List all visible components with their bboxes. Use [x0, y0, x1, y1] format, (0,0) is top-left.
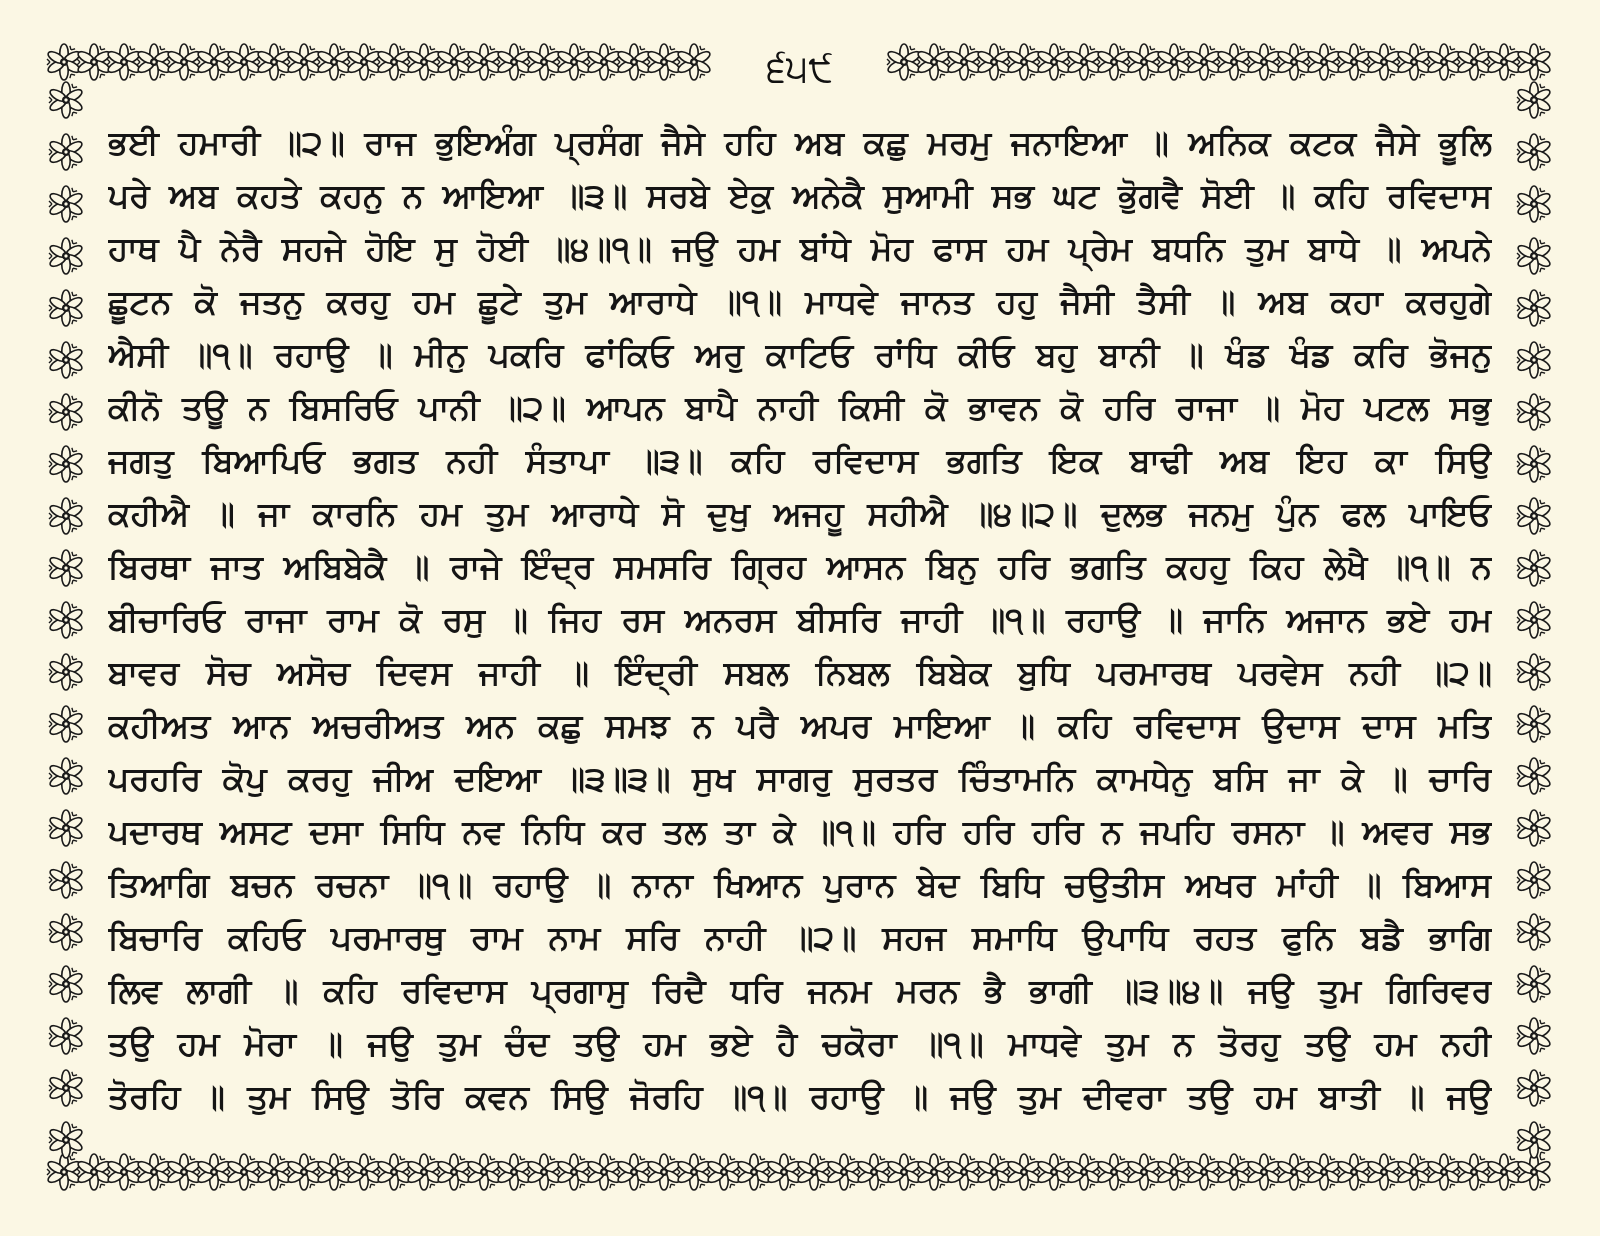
flower-ornament-icon [406, 1154, 441, 1190]
flower-ornament-icon [1426, 1154, 1461, 1190]
flower-ornament-icon [316, 44, 351, 80]
flower-ornament-icon [286, 44, 321, 80]
flower-ornament-icon [1006, 1154, 1041, 1190]
flower-ornament-icon [1516, 1070, 1551, 1106]
flower-ornament-icon [1366, 1154, 1401, 1190]
flower-ornament-icon [706, 1154, 741, 1190]
flower-ornament-icon [48, 290, 83, 326]
flower-ornament-icon [1156, 1154, 1191, 1190]
flower-ornament-icon [616, 1154, 651, 1190]
flower-ornament-icon [1126, 44, 1161, 80]
flower-ornament-icon [1516, 82, 1551, 118]
flower-ornament-icon [48, 238, 83, 274]
flower-ornament-icon [48, 1018, 83, 1054]
flower-ornament-icon [1516, 44, 1551, 80]
flower-ornament-icon [1516, 602, 1551, 638]
flower-ornament-icon [1216, 1154, 1251, 1190]
gurbani-text [108, 116, 1492, 1116]
flower-ornament-icon [496, 1154, 531, 1190]
flower-ornament-icon [1516, 706, 1551, 742]
flower-ornament-icon [1516, 446, 1551, 482]
flower-ornament-icon [1096, 44, 1131, 80]
flower-ornament-icon [1486, 1154, 1521, 1190]
flower-ornament-icon [1246, 1154, 1281, 1190]
text-line: ਕੀਨੋ ਤਊ ਨ ਬਿਸਰਿਓ ਪਾਨੀ ॥੨॥ ਆਪਨ ਬਾਪੈ ਨਾਹੀ ਕਿਸੀ ਕੋ ਭਾਵਨ ਕੋ ਹਰਿ ਰਾਜਾ ॥ ਮੋਹ ਪਟਲ ਸਭੁ [108, 388, 1492, 427]
flower-ornament-icon [736, 1154, 771, 1190]
flower-ornament-icon [1186, 1154, 1221, 1190]
flower-ornament-icon [1036, 1154, 1071, 1190]
flower-ornament-icon [1306, 1154, 1341, 1190]
flower-ornament-icon [1516, 134, 1551, 170]
flower-ornament-icon [526, 44, 561, 80]
flower-ornament-icon [1276, 1154, 1311, 1190]
flower-ornament-icon [646, 1154, 681, 1190]
flower-ornament-icon [1516, 290, 1551, 326]
flower-ornament-icon [1156, 44, 1191, 80]
flower-ornament-icon [1336, 1154, 1371, 1190]
flower-ornament-icon [1276, 44, 1311, 80]
flower-ornament-icon [676, 44, 711, 80]
text-line: ਤਿਆਗਿ ਬਚਨ ਰਚਨਾ ॥੧॥ ਰਹਾਉ ॥ ਨਾਨਾ ਖਿਆਨ ਪੁਰਾਨ ਬੇਦ ਬਿਧਿ ਚਉਤੀਸ ਅਖਰ ਮਾਂਹੀ ॥ ਬਿਆਸ [108, 865, 1492, 904]
flower-ornament-icon [886, 1154, 921, 1190]
flower-ornament-icon [48, 82, 83, 118]
flower-ornament-icon [916, 44, 951, 80]
flower-ornament-icon [556, 1154, 591, 1190]
flower-ornament-icon [1126, 1154, 1161, 1190]
flower-ornament-icon [166, 44, 201, 80]
flower-ornament-icon [48, 758, 83, 794]
flower-ornament-icon [106, 44, 141, 80]
flower-ornament-icon [406, 44, 441, 80]
flower-ornament-icon [1486, 44, 1521, 80]
flower-ornament-icon [1396, 1154, 1431, 1190]
flower-ornament-icon [1516, 238, 1551, 274]
flower-ornament-icon [886, 44, 921, 80]
flower-ornament-icon [1336, 44, 1371, 80]
flower-ornament-icon [48, 186, 83, 222]
flower-ornament-icon [916, 1154, 951, 1190]
flower-ornament-icon [1516, 654, 1551, 690]
text-line: ਐਸੀ ॥੧॥ ਰਹਾਉ ॥ ਮੀਨੁ ਪਕਰਿ ਫਾਂਕਿਓ ਅਰੁ ਕਾਟਿਓ ਰਾਂਧਿ ਕੀਓ ਬਹੁ ਬਾਨੀ ॥ ਖੰਡ ਖੰਡ ਕਰਿ ਭੋਜਨੁ [108, 335, 1492, 374]
flower-ornament-icon [48, 498, 83, 534]
flower-ornament-icon [316, 1154, 351, 1190]
flower-ornament-icon [646, 44, 681, 80]
flower-ornament-icon [136, 1154, 171, 1190]
flower-ornament-icon [106, 1154, 141, 1190]
flower-ornament-icon [1306, 44, 1341, 80]
flower-ornament-icon [196, 1154, 231, 1190]
flower-ornament-icon [586, 44, 621, 80]
text-line: ਹਾਥ ਪੈ ਨੇਰੈ ਸਹਜੇ ਹੋਇ ਸੁ ਹੋਈ ॥੪॥੧॥ ਜਉ ਹਮ ਬਾਂਧੇ ਮੋਹ ਫਾਸ ਹਮ ਪ੍ਰੇਮ ਬਧਨਿ ਤੁਮ ਬਾਧੇ ॥ ਅਪਨੇ [108, 229, 1492, 268]
flower-ornament-icon [48, 550, 83, 586]
flower-ornament-icon [226, 44, 261, 80]
flower-ornament-icon [48, 654, 83, 690]
flower-ornament-icon [48, 966, 83, 1002]
flower-ornament-icon [616, 44, 651, 80]
flower-ornament-icon [1516, 1018, 1551, 1054]
flower-ornament-icon [466, 44, 501, 80]
flower-ornament-icon [48, 914, 83, 950]
flower-ornament-icon [76, 1154, 111, 1190]
flower-ornament-icon [1456, 1154, 1491, 1190]
text-line: ਬਾਵਰ ਸੋਚ ਅਸੋਚ ਦਿਵਸ ਜਾਹੀ ॥ ਇੰਦ੍ਰੀ ਸਬਲ ਨਿਬਲ ਬਿਬੇਕ ਬੁਧਿ ਪਰਮਾਰਥ ਪਰਵੇਸ ਨਹੀ ॥੨॥ [108, 653, 1492, 692]
text-line: ਛੂਟਨ ਕੋ ਜਤਨੁ ਕਰਹੁ ਹਮ ਛੂਟੇ ਤੁਮ ਆਰਾਧੇ ॥੧॥ ਮਾਧਵੇ ਜਾਨਤ ਹਹੁ ਜੈਸੀ ਤੈਸੀ ॥ ਅਬ ਕਹਾ ਕਰਹੁਗੇ [108, 282, 1492, 321]
flower-ornament-icon [1456, 44, 1491, 80]
flower-ornament-icon [556, 44, 591, 80]
flower-ornament-icon [346, 44, 381, 80]
flower-ornament-icon [1516, 966, 1551, 1002]
text-line: ਤਉ ਹਮ ਮੋਰਾ ॥ ਜਉ ਤੁਮ ਚੰਦ ਤਉ ਹਮ ਭਏ ਹੈ ਚਕੋਰਾ ॥੧॥ ਮਾਧਵੇ ਤੁਮ ਨ ਤੋਰਹੁ ਤਉ ਹਮ ਨਹੀ [108, 1024, 1492, 1063]
flower-ornament-icon [48, 1070, 83, 1106]
flower-ornament-icon [48, 602, 83, 638]
flower-ornament-icon [856, 1154, 891, 1190]
text-line: ਕਹੀਅਤ ਆਨ ਅਚਰੀਅਤ ਅਨ ਕਛੁ ਸਮਝ ਨ ਪਰੈ ਅਪਰ ਮਾਇਆ ॥ ਕਹਿ ਰਵਿਦਾਸ ਉਦਾਸ ਦਾਸ ਮਤਿ [108, 706, 1492, 745]
flower-ornament-icon [1006, 44, 1041, 80]
text-line: ਪਰਹਰਿ ਕੋਪੁ ਕਰਹੁ ਜੀਅ ਦਇਆ ॥੩॥੩॥ ਸੁਖ ਸਾਗਰੁ ਸੁਰਤਰ ਚਿੰਤਾਮਨਿ ਕਾਮਧੇਨੁ ਬਸਿ ਜਾ ਕੇ ॥ ਚਾਰਿ [108, 759, 1492, 798]
flower-ornament-icon [48, 446, 83, 482]
flower-ornament-icon [256, 1154, 291, 1190]
flower-ornament-icon [48, 134, 83, 170]
flower-ornament-icon [48, 706, 83, 742]
flower-ornament-icon [1396, 44, 1431, 80]
flower-ornament-icon [1516, 1122, 1551, 1158]
page-number: ੬੫੯ [766, 46, 834, 90]
flower-ornament-icon [1366, 44, 1401, 80]
flower-ornament-icon [766, 1154, 801, 1190]
flower-ornament-icon [376, 44, 411, 80]
flower-ornament-icon [46, 44, 81, 80]
text-line: ਜਗਤੁ ਬਿਆਪਿਓ ਭਗਤ ਨਹੀ ਸੰਤਾਪਾ ॥੩॥ ਕਹਿ ਰਵਿਦਾਸ ਭਗਤਿ ਇਕ ਬਾਢੀ ਅਬ ਇਹ ਕਾ ਸਿਉ [108, 441, 1492, 480]
flower-ornament-icon [946, 1154, 981, 1190]
flower-ornament-icon [1516, 498, 1551, 534]
flower-ornament-icon [586, 1154, 621, 1190]
flower-ornament-icon [136, 44, 171, 80]
flower-ornament-icon [946, 44, 981, 80]
flower-ornament-icon [1066, 1154, 1101, 1190]
flower-ornament-icon [48, 810, 83, 846]
flower-ornament-icon [676, 1154, 711, 1190]
text-line: ਪਰੇ ਅਬ ਕਹਤੇ ਕਹਨੁ ਨ ਆਇਆ ॥੩॥ ਸਰਬੇ ਏਕੁ ਅਨੇਕੈ ਸੁਆਮੀ ਸਭ ਘਟ ਭੋੁਗਵੈ ਸੋਈ ॥ ਕਹਿ ਰਵਿਦਾਸ [108, 176, 1492, 215]
flower-ornament-icon [826, 1154, 861, 1190]
flower-ornament-icon [376, 1154, 411, 1190]
flower-ornament-icon [1516, 810, 1551, 846]
flower-ornament-icon [286, 1154, 321, 1190]
text-line: ਕਹੀਐ ॥ ਜਾ ਕਾਰਨਿ ਹਮ ਤੁਮ ਆਰਾਧੇ ਸੋ ਦੁਖੁ ਅਜਹੂ ਸਹੀਐ ॥੪॥੨॥ ਦੁਲਭ ਜਨਮੁ ਪੁੰਨ ਫਲ ਪਾਇਓ [108, 494, 1492, 533]
flower-ornament-icon [526, 1154, 561, 1190]
flower-ornament-icon [1516, 342, 1551, 378]
flower-ornament-icon [1216, 44, 1251, 80]
flower-ornament-icon [436, 44, 471, 80]
flower-ornament-icon [1186, 44, 1221, 80]
flower-ornament-icon [196, 44, 231, 80]
flower-ornament-icon [1096, 1154, 1131, 1190]
flower-ornament-icon [1516, 1154, 1551, 1190]
flower-ornament-icon [976, 1154, 1011, 1190]
text-line: ਬਿਚਾਰਿ ਕਹਿਓ ਪਰਮਾਰਥੁ ਰਾਮ ਨਾਮ ਸਰਿ ਨਾਹੀ ॥੨॥ ਸਹਜ ਸਮਾਧਿ ਉਪਾਧਿ ਰਹਤ ਫੁਨਿ ਬਡੈ ਭਾਗਿ [108, 918, 1492, 957]
text-line: ਬੀਚਾਰਿਓ ਰਾਜਾ ਰਾਮ ਕੋ ਰਸੁ ॥ ਜਿਹ ਰਸ ਅਨਰਸ ਬੀਸਰਿ ਜਾਹੀ ॥੧॥ ਰਹਾਉ ॥ ਜਾਨਿ ਅਜਾਨ ਭਏ ਹਮ [108, 600, 1492, 639]
flower-ornament-icon [436, 1154, 471, 1190]
flower-ornament-icon [1426, 44, 1461, 80]
flower-ornament-icon [1246, 44, 1281, 80]
flower-ornament-icon [256, 44, 291, 80]
text-line: ਭਈ ਹਮਾਰੀ ॥੨॥ ਰਾਜ ਭੁਇਅੰਗ ਪ੍ਰਸੰਗ ਜੈਸੇ ਹਹਿ ਅਬ ਕਛੁ ਮਰਮੁ ਜਨਾਇਆ ॥ ਅਨਿਕ ਕਟਕ ਜੈਸੇ ਭੂਲਿ [108, 123, 1492, 162]
flower-ornament-icon [1516, 186, 1551, 222]
flower-ornament-icon [226, 1154, 261, 1190]
flower-ornament-icon [76, 44, 111, 80]
flower-ornament-icon [1066, 44, 1101, 80]
flower-ornament-icon [496, 44, 531, 80]
text-line: ਤੋਰਹਿ ॥ ਤੁਮ ਸਿਉ ਤੋਰਿ ਕਵਨ ਸਿਉ ਜੋਰਹਿ ॥੧॥ ਰਹਾਉ ॥ ਜਉ ਤੁਮ ਦੀਵਰਾ ਤਉ ਹਮ ਬਾਤੀ ॥ ਜਉ [108, 1077, 1492, 1116]
text-line: ਪਦਾਰਥ ਅਸਟ ਦਸਾ ਸਿਧਿ ਨਵ ਨਿਧਿ ਕਰ ਤਲ ਤਾ ਕੇ ॥੧॥ ਹਰਿ ਹਰਿ ਹਰਿ ਨ ਜਪਹਿ ਰਸਨਾ ॥ ਅਵਰ ਸਭ [108, 812, 1492, 851]
flower-ornament-icon [48, 1122, 83, 1158]
flower-ornament-icon [796, 1154, 831, 1190]
flower-ornament-icon [346, 1154, 381, 1190]
text-line: ਲਿਵ ਲਾਗੀ ॥ ਕਹਿ ਰਵਿਦਾਸ ਪ੍ਰਗਾਸੁ ਰਿਦੈ ਧਰਿ ਜਨਮ ਮਰਨ ਭੈ ਭਾਗੀ ॥੩॥੪॥ ਜਉ ਤੁਮ ਗਿਰਿਵਰ [108, 971, 1492, 1010]
flower-ornament-icon [48, 862, 83, 898]
flower-ornament-icon [466, 1154, 501, 1190]
flower-ornament-icon [166, 1154, 201, 1190]
flower-ornament-icon [1516, 758, 1551, 794]
flower-ornament-icon [48, 394, 83, 430]
flower-ornament-icon [1516, 394, 1551, 430]
flower-ornament-icon [48, 342, 83, 378]
flower-ornament-icon [976, 44, 1011, 80]
flower-ornament-icon [1516, 550, 1551, 586]
flower-ornament-icon [1516, 862, 1551, 898]
flower-ornament-icon [46, 1154, 81, 1190]
flower-ornament-icon [1516, 914, 1551, 950]
text-line: ਬਿਰਥਾ ਜਾਤ ਅਬਿਬੇਕੈ ॥ ਰਾਜੇ ਇੰਦ੍ਰ ਸਮਸਰਿ ਗ੍ਰਿਹ ਆਸਨ ਬਿਨੁ ਹਰਿ ਭਗਤਿ ਕਹਹੁ ਕਿਹ ਲੇਖੈ ॥੧॥ ਨ [108, 547, 1492, 586]
flower-ornament-icon [1036, 44, 1071, 80]
